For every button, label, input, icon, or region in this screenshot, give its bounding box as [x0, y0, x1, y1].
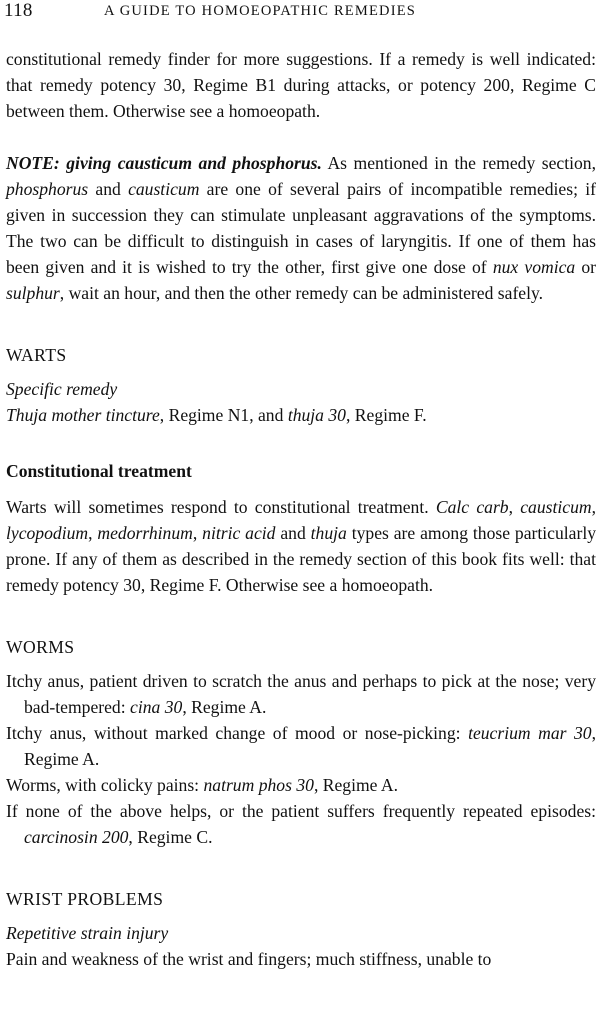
- remedy-name: lycopodium: [6, 523, 89, 543]
- para-text: ,: [88, 523, 98, 543]
- note-text: , wait an hour, and then the other remedy can be administered safely.: [59, 283, 544, 303]
- page-header: [4, 0, 596, 26]
- note-remedy: nux vomica: [492, 257, 576, 277]
- remedy-name: natrum phos 30: [203, 775, 314, 795]
- para-text: Warts will sometimes respond to constitutional treatment.: [6, 497, 436, 517]
- remedy-name: causticum: [520, 497, 592, 517]
- para-text: types are among those particularly prone. If any of them as described in the remedy section of this book fits well: that remedy potency 30, Regime F. Otherwise see a homoeopath.: [6, 523, 597, 595]
- remedy-name: thuja: [310, 523, 347, 543]
- note-text: or: [575, 257, 596, 277]
- remedy-name: thuja 30: [287, 405, 346, 425]
- item-text: Itchy anus, without marked change of mood or nose-picking:: [6, 723, 469, 743]
- item-text: Itchy anus, patient driven to scratch the anus and perhaps to pick at the nose; very bad-tempered:: [6, 671, 596, 717]
- para-text: ,: [192, 523, 203, 543]
- remedy-name: nitric acid: [202, 523, 276, 543]
- note-text: As mentioned in the remedy section,: [321, 153, 597, 173]
- note-text: are one of several pairs of incompatible remedies; if given in succession they can stimulate unpleasant aggravations of the symptoms. The two can be difficult to distinguish in cases of laryngitis. If one of them has been given and it is wished to try the other, first give one dose of: [6, 179, 596, 277]
- remedy-name: carcinosin 200: [24, 827, 129, 847]
- remedy-name: Thuja mother tincture: [6, 405, 160, 425]
- worms-item: [6, 668, 596, 720]
- worms-item: [6, 798, 596, 850]
- item-text: , Regime A.: [24, 723, 597, 769]
- worms-item: [6, 772, 596, 798]
- subheading-repetitive-strain: Repetitive strain injury: [6, 923, 169, 943]
- worms-list: [6, 668, 596, 850]
- note-remedy: sulphur: [6, 283, 60, 303]
- warts-remedy-line: [6, 402, 596, 428]
- remedy-name: cina 30: [130, 697, 183, 717]
- heading-constitutional-treatment: Constitutional treatment: [6, 461, 192, 481]
- note-remedy: phosphorus: [6, 179, 89, 199]
- subheading-specific-remedy: Specific remedy: [6, 379, 118, 399]
- para-text: ,: [508, 497, 521, 517]
- page-body: [6, 46, 596, 972]
- note-label: NOTE: giving causticum and phosphorus.: [6, 153, 322, 173]
- section-heading-worms: WORMS: [6, 637, 75, 657]
- item-text: Worms, with colicky pains:: [6, 775, 204, 795]
- note-text: and: [88, 179, 129, 199]
- remedy-name: medorrhinum: [97, 523, 193, 543]
- item-text: , Regime C.: [128, 827, 213, 847]
- remedy-text: , Regime F.: [345, 405, 427, 425]
- item-text: , Regime A.: [313, 775, 398, 795]
- note-remedy: causticum: [128, 179, 200, 199]
- section-heading-wrist-problems: WRIST PROBLEMS: [6, 889, 164, 909]
- item-text: , Regime A.: [182, 697, 267, 717]
- para-text: and: [275, 523, 311, 543]
- paragraph-remedy-finder: constitutional remedy finder for more suggestions. If a remedy is well indicated: that remedy potency 30, Regime B1 during attacks, or potency 200, Regime C between them. Otherwise see a homoeopath.: [6, 49, 596, 121]
- note-paragraph: [6, 150, 596, 306]
- wrist-paragraph: Pain and weakness of the wrist and fingers; much stiffness, unable to: [6, 949, 492, 969]
- para-text: ,: [591, 497, 596, 517]
- item-text: If none of the above helps, or the patient suffers frequently repeated episodes:: [6, 801, 596, 821]
- remedy-name: Calc carb: [435, 497, 509, 517]
- remedy-name: teucrium mar 30: [468, 723, 592, 743]
- section-heading-warts: WARTS: [6, 345, 67, 365]
- page-number: 118: [4, 0, 33, 21]
- worms-item: [6, 720, 596, 772]
- constitutional-paragraph: [6, 494, 596, 598]
- running-head: A GUIDE TO HOMOEOPATHIC REMEDIES: [104, 3, 417, 19]
- remedy-text: , Regime N1, and: [159, 405, 288, 425]
